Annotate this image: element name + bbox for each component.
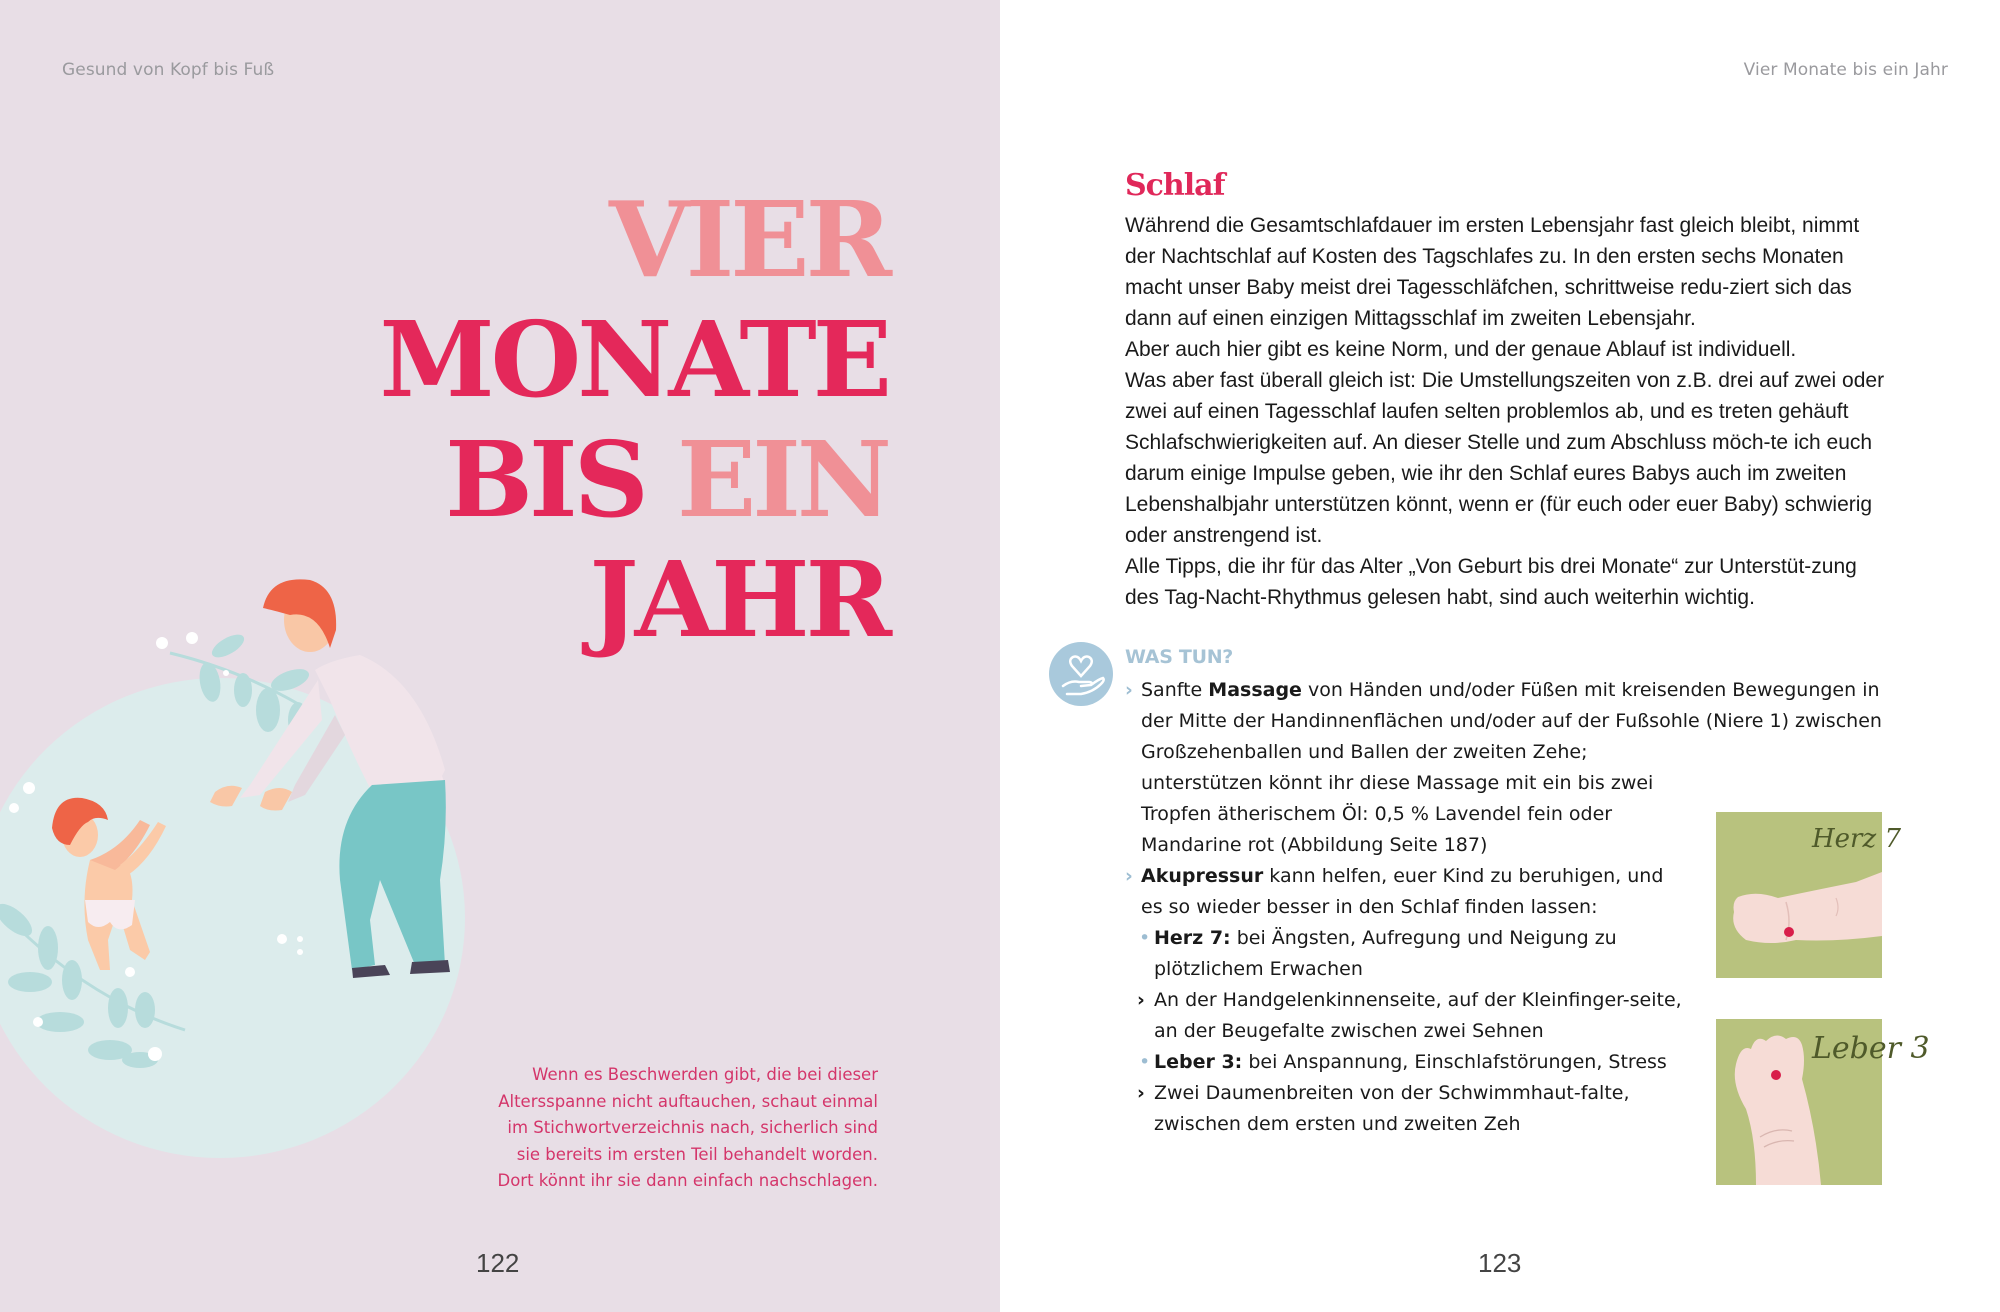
figure-label-herz-7: Herz 7: [1812, 824, 1901, 854]
side-note-line: Altersspanne nicht auftauchen, schaut einmal: [498, 1091, 878, 1111]
heart-hand-icon: [1049, 642, 1113, 706]
side-note-line: Wenn es Beschwerden gibt, die bei dieser: [532, 1065, 878, 1084]
side-note: [458, 1062, 878, 1195]
running-head-right: Vier Monate bis ein Jahr: [1743, 60, 1948, 80]
side-note-line: im Stichwortverzeichnis nach, sicherlich sind: [507, 1118, 878, 1137]
tip-box-title: WAS TUN?: [1125, 646, 1234, 668]
acupoint-marker: [1784, 927, 1794, 937]
bullet-dot-icon: •: [1139, 1051, 1151, 1073]
paragraph: Was aber fast überall gleich ist: Die Umstellungszeiten von z.B. drei auf zwei oder zwei auf einen Tagesschlaf laufen selten problemlos ab, und es treten gehäuft Schlafschwierigkeiten auf. An dieser Stelle und zum Abschluss möch-te ich euch darum einige Impulse geben, wie ihr den Schlaf eures Babys auch im zweiten Lebenshalbjahr unterstützen könnt, wenn er (für euch oder euer Baby) schwierig oder anstrengend ist.: [1125, 369, 1885, 547]
acupoint-leber-3-location: › Zwei Daumenbreiten von der Schwimmhaut-falte, zwischen dem ersten und zweiten Zeh: [1125, 1078, 1694, 1140]
title-word-ein: EIN: [677, 418, 888, 541]
figure-leber-3: [1716, 1019, 1930, 1185]
bullet-dot-icon: •: [1139, 927, 1151, 949]
chevron-right-icon: ›: [1125, 679, 1133, 701]
acupoint-herz-7-location: › An der Handgelenkinnenseite, auf der Kleinfinger-seite, an der Beugefalte zwischen zwei Sehnen: [1125, 985, 1694, 1047]
side-note-line: Dort könnt ihr sie dann einfach nachschlagen.: [497, 1171, 878, 1190]
figure-herz-7: [1716, 812, 1901, 978]
right-page: [1000, 0, 2000, 1312]
section-title: Schlaf: [1125, 168, 1225, 203]
acupoint-herz-7: • Herz 7: bei Ängsten, Aufregung und Neigung zu plötzlichem Erwachen: [1125, 923, 1694, 985]
title-word-vier: VIER: [608, 178, 888, 301]
paragraph: Aber auch hier gibt es keine Norm, und der genaue Ablauf ist individuell.: [1125, 338, 1797, 361]
title-line-2: [380, 300, 888, 420]
figure-label-leber-3: Leber 3: [1812, 1031, 1930, 1066]
tip-item-akupressur: › Akupressur kann helfen, euer Kind zu beruhigen, und es so wieder besser in den Schlaf finden lassen:: [1125, 861, 1681, 923]
keyword-massage: Massage: [1208, 679, 1302, 701]
massage-oil-text: unterstützen könnt ihr diese Massage mit ein bis zwei Tropfen ätherischem Öl: 0,5 % Lavendel fein oder Mandarine rot (Abbildung Seite 187): [1141, 772, 1654, 856]
tip-item-massage: › Sanfte Massage von Händen und/oder Füßen mit kreisenden Bewegungen in der Mitte der Handinnenflächen und/oder auf der Fußsohle (Niere 1) zwischen Großzehenballen und Ballen der zweiten Zehe; unterstützen könnt ihr diese Massage mit ein bis zwei Tropfen ätherischem Öl: 0,5 % Lavendel fein oder Mandarine rot (Abbildung Seite 187): [1125, 675, 1885, 861]
page-number-left: 122: [476, 1248, 520, 1278]
chevron-right-icon: ›: [1137, 1082, 1145, 1104]
running-head-left: Gesund von Kopf bis Fuß: [62, 60, 275, 80]
title-word-bis: BIS: [445, 418, 645, 541]
title-line-3: [380, 420, 888, 540]
chevron-right-icon: ›: [1137, 989, 1145, 1011]
father-child-illustration: [0, 570, 480, 1170]
title-word-monate: MONATE: [379, 298, 888, 421]
paragraph: Während die Gesamtschlafdauer im ersten Lebensjahr fast gleich bleibt, nimmt der Nachtschlaf auf Kosten des Tagschlafes zu. In den ersten sechs Monaten macht unser Baby meist drei Tagesschläfchen, schrittweise redu-ziert sich das dann auf einen einzigen Mittagsschlaf im zweiten Lebensjahr.: [1125, 214, 1860, 330]
title-word-jahr: JAHR: [589, 538, 888, 661]
acupoint-leber-3: • Leber 3: bei Anspannung, Einschlafstörungen, Stress: [1125, 1047, 1694, 1078]
paragraph: Alle Tipps, die ihr für das Alter „Von Geburt bis drei Monate“ zur Unterstüt-zung des Tag-Nacht-Rhythmus gelesen habt, sind auch weiterhin wichtig.: [1125, 555, 1857, 609]
body-text: [1125, 210, 1885, 613]
side-note-line: sie bereits im ersten Teil behandelt worden.: [516, 1144, 878, 1164]
page-number-right: 123: [1478, 1248, 1522, 1278]
keyword-akupressur: Akupressur: [1141, 865, 1264, 887]
title-line-1: [380, 180, 888, 300]
chevron-right-icon: ›: [1125, 865, 1133, 887]
acupoint-marker: [1771, 1070, 1781, 1080]
